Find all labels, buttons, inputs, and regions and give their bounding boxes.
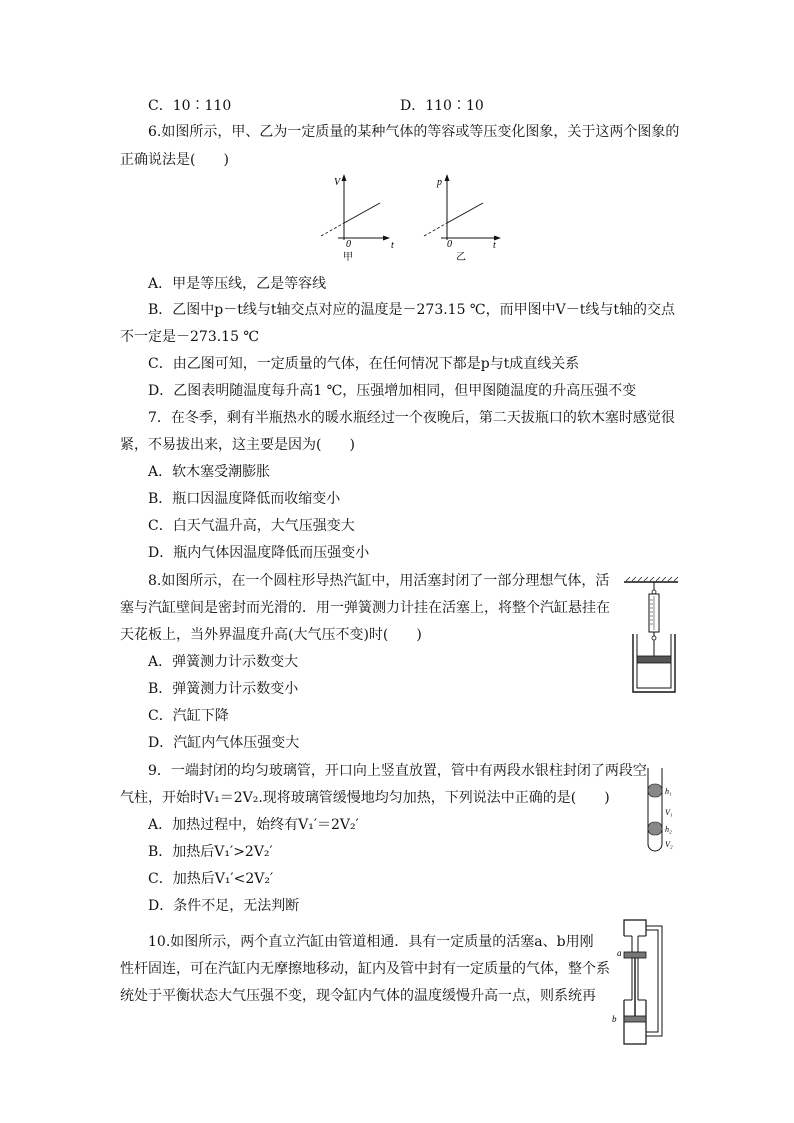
q5-option-c: C．10∶110 xyxy=(148,98,232,114)
q6-yi-x-label: t xyxy=(493,240,496,251)
q6-option-b-line-1: B．乙图中p－t线与t轴交点对应的温度是－273.15 ℃，而甲图中V－t线与t轴的交点 xyxy=(148,302,675,318)
q9-stem-line-2: 气柱，开始时V₁＝2V₂.现将玻璃管缓慢地均匀加热，下列说法中正确的是( ) xyxy=(120,790,610,806)
q6-option-c: C．由乙图可知，一定质量的气体，在任何情况下都是p与t成直线关系 xyxy=(148,356,580,372)
q7-option-c: C．白天气温升高，大气压强变大 xyxy=(148,518,355,534)
q9-v2-label: V₂ xyxy=(665,840,673,849)
q10-piston-a-label: a xyxy=(617,948,622,958)
q5-option-d: D．110∶10 xyxy=(400,98,484,114)
q7-option-d: D．瓶内气体因温度降低而压强变小 xyxy=(148,545,370,561)
q9-h1-label: h₁ xyxy=(665,787,672,796)
q6-figure-jia xyxy=(316,170,406,262)
q8-stem-line-2: 塞与汽缸壁间是密封而光滑的．用一弹簧测力计挂在活塞上，将整个汽缸悬挂在 xyxy=(120,600,610,616)
q9-v1-label: V₁ xyxy=(665,808,673,817)
q6-jia-origin: 0 xyxy=(346,239,351,250)
q8-stem-line-1: 8.如图所示，在一个圆柱形导热汽缸中，用活塞封闭了一部分理想气体，活 xyxy=(148,573,610,589)
q6-yi-caption: 乙 xyxy=(456,252,466,262)
q6-option-b-line-2: 不一定是－273.15 ℃ xyxy=(120,329,260,345)
q10-two-cylinder-figure xyxy=(608,912,672,1052)
q6-figure-yi xyxy=(419,170,509,262)
q7-option-b: B．瓶口因温度降低而收缩变小 xyxy=(148,491,341,507)
q6-yi-y-label: p xyxy=(437,177,442,188)
q10-piston-b-label: b xyxy=(612,1014,617,1024)
q7-stem-line-1: 7．在冬季，剩有半瓶热水的暖水瓶经过一个夜晚后，第二天拔瓶口的软木塞时感觉很 xyxy=(148,410,675,426)
q8-option-c: C．汽缸下降 xyxy=(148,708,229,724)
q7-stem-line-2: 紧，不易拔出来，这主要是因为( ) xyxy=(120,437,355,453)
q9-option-a: A．加热过程中，始终有V₁′＝2V₂′ xyxy=(148,817,359,833)
q6-option-d: D．乙图表明随温度每升高1 ℃，压强增加相同，但甲图随温度的升高压强不变 xyxy=(148,383,637,399)
q9-option-b: B．加热后V₁′>2V₂′ xyxy=(148,844,273,860)
q9-h2-label: h₂ xyxy=(665,825,672,834)
q6-yi-origin: 0 xyxy=(447,239,452,250)
q6-jia-y-label: V xyxy=(334,177,341,188)
q10-stem-line-2: 性杆固连，可在汽缸内无摩擦地移动，缸内及管中封有一定质量的气体，整个系 xyxy=(120,961,610,977)
q6-stem-line-2: 正确说法是( ) xyxy=(120,152,229,168)
q7-option-a: A．软木塞受潮膨胀 xyxy=(148,464,271,480)
q9-stem-line-1: 9．一端封闭的均匀玻璃管，开口向上竖直放置，管中有两段水银柱封闭了两段空 xyxy=(148,763,647,779)
q8-stem-line-3: 天花板上，当外界温度升高(大气压不变)时( ) xyxy=(120,627,422,643)
q9-glass-tube-figure xyxy=(642,766,692,856)
q9-option-c: C．加热后V₁′<2V₂′ xyxy=(148,871,274,887)
q6-option-a: A．甲是等压线，乙是等容线 xyxy=(148,276,327,292)
q9-option-d: D．条件不足，无法判断 xyxy=(148,898,300,914)
q6-jia-caption: 甲 xyxy=(343,252,353,262)
q8-option-b: B．弹簧测力计示数变小 xyxy=(148,681,299,697)
q8-option-a: A．弹簧测力计示数变大 xyxy=(148,654,299,670)
q10-stem-line-3: 统处于平衡状态大气压强不变，现令缸内气体的温度缓慢升高一点，则系统再 xyxy=(120,988,596,1004)
q6-jia-x-label: t xyxy=(391,240,394,251)
q8-option-d: D．汽缸内气体压强变大 xyxy=(148,735,300,751)
q6-stem-line-1: 6.如图所示，甲、乙为一定质量的某种气体的等容或等压变化图象，关于这两个图象的 xyxy=(148,124,680,140)
q8-cylinder-figure xyxy=(620,574,690,696)
q10-stem-line-1: 10.如图所示，两个直立汽缸由管道相通．具有一定质量的活塞a、b用刚 xyxy=(148,934,594,950)
